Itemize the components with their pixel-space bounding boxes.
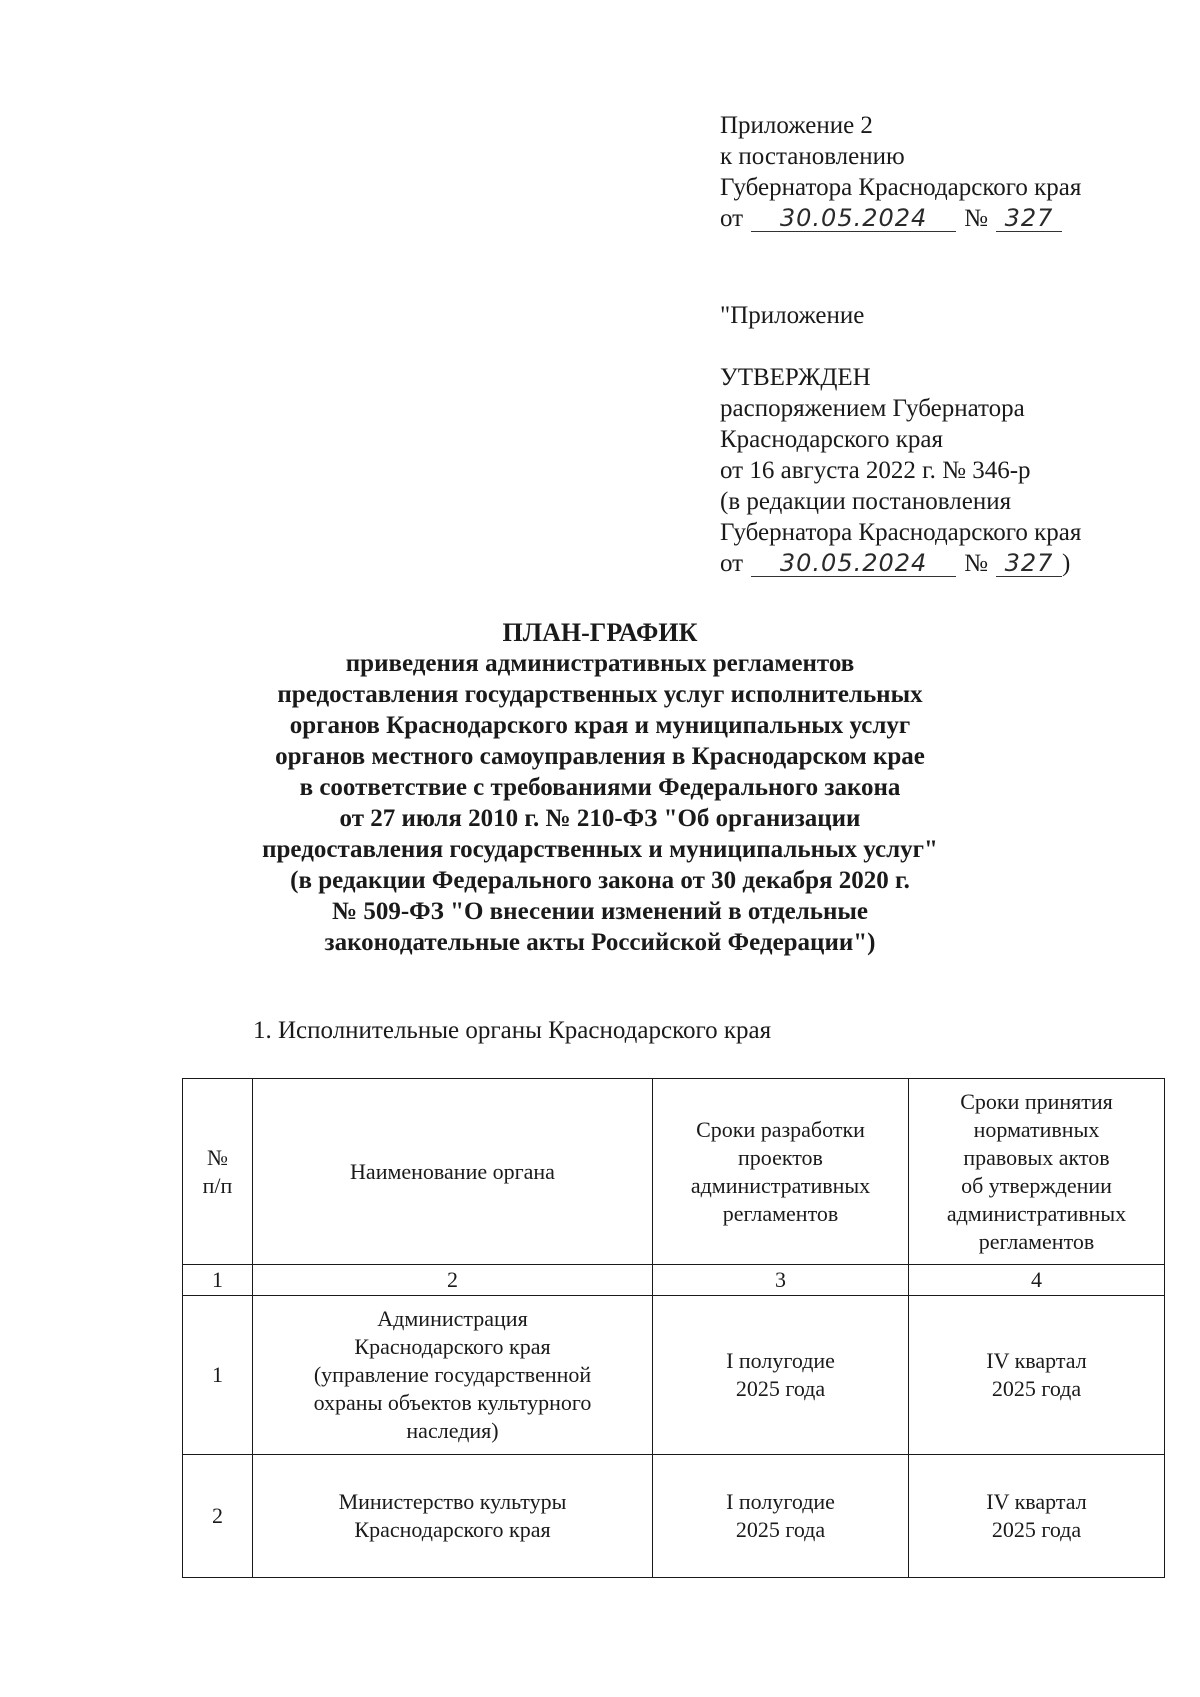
term-line: 2025 года [735, 1517, 826, 1542]
approval-approved: УТВЕРЖДЕН [720, 364, 871, 391]
appendix-date-line [720, 203, 1081, 234]
term-line: I полугодие [726, 1489, 835, 1514]
header-text: правовых актов [963, 1144, 1110, 1170]
table-row [183, 1296, 1165, 1455]
column-number: 4 [909, 1265, 1165, 1296]
appendix-number-sign: № [964, 205, 988, 232]
header-text: Сроки принятия [960, 1088, 1113, 1114]
term-line: 2025 года [991, 1376, 1082, 1401]
term-line: 2025 года [735, 1376, 826, 1401]
appendix-handwritten-date: 30.05.2024 [751, 205, 956, 232]
header-text: об утверждении [961, 1172, 1112, 1198]
organ-name-line: Краснодарского края [354, 1334, 551, 1359]
header-text: регламентов [722, 1200, 839, 1226]
organ-name [253, 1455, 653, 1578]
title-line: (в редакции Федерального закона от 30 декабря 2020 г. [290, 867, 910, 894]
header-text: Сроки разработки [696, 1116, 865, 1142]
approval-quote-line: "Приложение [720, 302, 865, 329]
header-number [183, 1079, 253, 1265]
organ-name-line: Администрация [377, 1306, 528, 1331]
approval-line-5: Губернатора Краснодарского края [720, 519, 1082, 546]
appendix-line-2: к постановлению [720, 143, 905, 170]
table-row [183, 1455, 1165, 1578]
appendix-date-prefix: от [720, 205, 744, 232]
appendix-line-3: Губернатора Краснодарского края [720, 174, 1082, 201]
header-adoption-term [909, 1079, 1165, 1265]
header-text: № [207, 1144, 228, 1170]
section-heading: 1. Исполнительные органы Краснодарского края [253, 1017, 772, 1044]
row-number: 2 [183, 1455, 253, 1578]
adoption-term [909, 1455, 1165, 1578]
column-number: 2 [253, 1265, 653, 1296]
column-number-row [183, 1265, 1165, 1296]
organ-name-line: Краснодарского края [354, 1517, 551, 1542]
appendix-handwritten-number: 327 [996, 205, 1062, 232]
organ-name [253, 1296, 653, 1455]
title-line: приведения административных регламентов [345, 650, 855, 677]
approval-number-sign: № [964, 550, 988, 577]
title-line: законодательные акты Российской Федерации") [324, 929, 876, 956]
header-text: регламентов [978, 1228, 1095, 1254]
approval-date-prefix: от [720, 550, 744, 577]
header-development-term [653, 1079, 909, 1265]
header-organ-name [253, 1079, 653, 1265]
approval-line-2: Краснодарского края [720, 426, 943, 453]
approval-handwritten-number: 327 [996, 550, 1062, 577]
term-line: 2025 года [991, 1517, 1082, 1542]
approval-date-line [720, 548, 1081, 579]
development-term [653, 1296, 909, 1455]
column-number: 3 [653, 1265, 909, 1296]
development-term [653, 1455, 909, 1578]
approval-line-4: (в редакции постановления [720, 488, 1012, 515]
organ-name-line: (управление государственной [313, 1362, 592, 1387]
term-line: I полугодие [726, 1348, 835, 1373]
column-number: 1 [183, 1265, 253, 1296]
title-line: предоставления государственных услуг исполнительных [277, 681, 923, 708]
organ-name-line: охраны объектов культурного [313, 1390, 592, 1415]
approval-block [720, 300, 1081, 579]
header-text: Наименование органа [350, 1158, 555, 1184]
approval-closing-paren: ) [1061, 550, 1071, 577]
header-text: административных [690, 1172, 871, 1198]
approval-line-3: от 16 августа 2022 г. № 346-р [720, 457, 1031, 484]
header-text: нормативных [973, 1116, 1100, 1142]
term-line: IV квартал [986, 1348, 1087, 1373]
title-line: предоставления государственных и муниципальных услуг" [262, 836, 938, 863]
adoption-term [909, 1296, 1165, 1455]
title-line: в соответствие с требованиями Федерального закона [299, 774, 901, 801]
table-header-row [183, 1079, 1165, 1265]
appendix-line-1: Приложение 2 [720, 112, 873, 139]
approval-line-1: распоряжением Губернатора [720, 395, 1025, 422]
title-line: от 27 июля 2010 г. № 210-ФЗ "Об организации [339, 805, 861, 832]
row-number: 1 [183, 1296, 253, 1455]
header-text: проектов [738, 1144, 823, 1170]
appendix-block [720, 110, 1081, 234]
title-main: ПЛАН-ГРАФИК [502, 618, 698, 647]
organ-name-line: наследия) [406, 1418, 499, 1443]
title-line: № 509-ФЗ "О внесении изменений в отдельные [331, 898, 869, 925]
plan-table [182, 1078, 1165, 1578]
term-line: IV квартал [986, 1489, 1087, 1514]
document-title [200, 617, 1000, 958]
header-text: п/п [202, 1172, 233, 1198]
approval-handwritten-date: 30.05.2024 [751, 550, 956, 577]
title-line: органов местного самоуправления в Краснодарском крае [275, 743, 925, 770]
organ-name-line: Министерство культуры [338, 1489, 567, 1514]
header-text: административных [946, 1200, 1127, 1226]
title-line: органов Краснодарского края и муниципальных услуг [289, 712, 911, 739]
